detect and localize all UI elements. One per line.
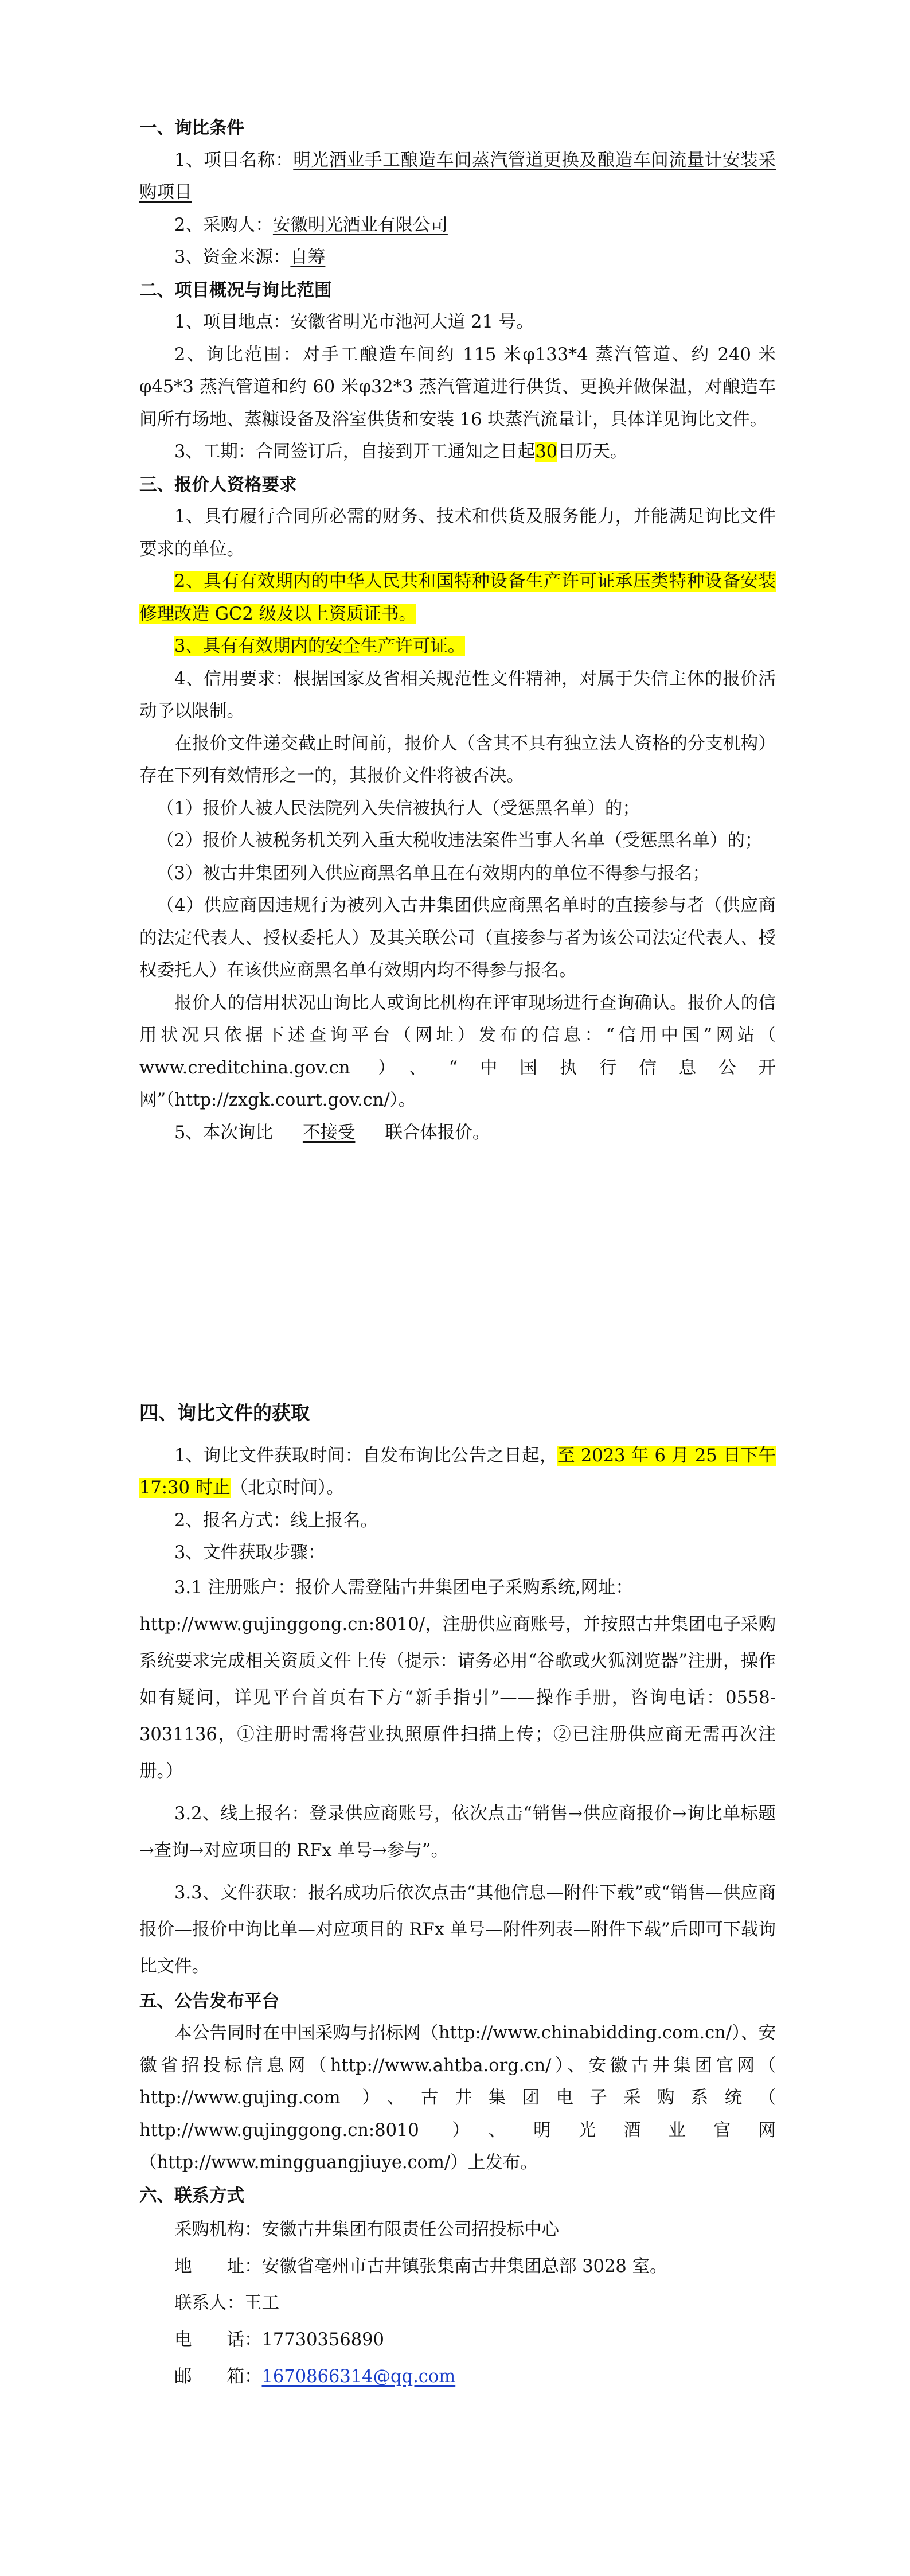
project-name-label: 1、项目名称： [174, 150, 294, 170]
rejection-intro: 在报价文件递交截止时间前，报价人（含其不具有独立法人资格的分支机构）存在下列有效情形之一的，其报价文件将被否决。 [139, 733, 776, 786]
publish-platforms: 本公告同时在中国采购与招标网（http://www.chinabidding.com.cn/）、安徽省招投标信息网（http://www.ahtba.org.cn/）、安徽古井集团官网（ http://www.gujing.com ）、古井集团电子采购系统（ http://www.gujinggong.cn:8010 ）、明光酒业官网（http://www.mingguangjiuye.com/）上发布。 [139, 2023, 776, 2173]
section-heading-1: 一、询比条件 [139, 118, 244, 138]
section-heading-2: 二、项目概况与询比范围 [139, 279, 332, 301]
step-3-1: 3.1 注册账户：报价人需登陆古井集团电子采购系统,网址： [174, 1577, 633, 1598]
fund-source-label: 3、资金来源： [174, 247, 291, 267]
step-3-1-detail: http://www.gujinggong.cn:8010/，注册供应商账号，并按照古井集团电子采购系统要求完成相关资质文件上传（提示：请务必用“谷歌或火狐浏览器”注册，操作如有疑问，详见平台首页右下方“新手指引”——操作手册，咨询电话：0558-3031136，①注册时需将营业执照原件扫描上传；②已注册供应商无需再次注册。） [139, 1614, 776, 1781]
period-days: 30 [535, 442, 558, 462]
contact-address: 地 址：安徽省亳州市古井镇张集南古井集团总部 3028 室。 [174, 2256, 667, 2277]
section-heading-3: 三、报价人资格要求 [139, 474, 297, 495]
contact-agency: 采购机构：安徽古井集团有限责任公司招投标中心 [174, 2220, 559, 2240]
purchaser-line [139, 209, 776, 242]
rejection-item-1: （1）报价人被人民法院列入失信被执行人（受惩黑名单）的； [157, 798, 640, 819]
fund-source-line [139, 242, 776, 274]
qualification-1: 1、具有履行合同所必需的财务、技术和供货及服务能力，并能满足询比文件要求的单位。 [139, 507, 776, 559]
project-scope: 2、询比范围：对手工酿造车间约 115 米φ133*4 蒸汽管道、约 240 米φ45*3 蒸汽管道和约 60 米φ32*3 蒸汽管道进行供货、更换并做保温，对酿造车间所有场地、蒸糠设备及浴室供货和安装 16 块蒸汽流量计，具体详见询比文件。 [139, 344, 776, 430]
section-heading-4: 四、询比文件的获取 [139, 1402, 310, 1424]
page-gap [139, 1149, 776, 1397]
steps-title: 3、文件获取步骤： [174, 1543, 326, 1563]
project-location: 1、项目地点：安徽省明光市池河大道 21 号。 [174, 312, 534, 332]
fund-source-value: 自筹 [290, 247, 326, 267]
credit-requirement: 4、信用要求：根据国家及省相关规范性文件精神，对属于失信主体的报价活动予以限制。 [139, 668, 776, 721]
credit-check: 报价人的信用状况由询比人或询比机构在评审现场进行查询确认。报价人的信用状况只依据下述查询平台（网址）发布的信息：“信用中国”网站（ www.creditchina.gov.cn ）、“中国执行信息公开网”（http://zxgk.court.gov.cn/）。 [139, 993, 776, 1110]
project-name-line [139, 145, 776, 209]
contact-phone: 电 话：17730356890 [174, 2330, 384, 2350]
qualification-3: 3、具有有效期内的安全生产许可证。 [174, 636, 466, 656]
registration-method: 2、报名方式：线上报名。 [174, 1510, 378, 1531]
contact-person: 联系人：王工 [174, 2293, 279, 2313]
purchaser-value: 安徽明光酒业有限公司 [272, 215, 448, 235]
rejection-item-3: （3）被古井集团列入供应商黑名单且在有效期内的单位不得参与报名； [157, 863, 710, 884]
rejection-item-4: （4）供应商因违规行为被列入古井集团供应商黑名单时的直接参与者（供应商的法定代表人、授权委托人）及其关联公司（直接参与者为该公司法定代表人、授权委托人）在该供应商黑名单有效期内均不得参与报名。 [139, 896, 776, 980]
section-heading-6: 六、联系方式 [139, 2185, 244, 2206]
consortium-value: 不接受 [302, 1122, 356, 1143]
section-heading-5: 五、公告发布平台 [139, 1990, 279, 2011]
project-name-value: 明光酒业手工酿造车间蒸汽管道更换及酿造车间流量计安装采购项目 [139, 150, 776, 203]
email-link[interactable]: 1670866314@qq.com [261, 2367, 456, 2387]
purchaser-label: 2、采购人： [174, 215, 273, 235]
deadline: 至 2023 年 6 月 25 日下午 17:30 时止 [139, 1445, 776, 1498]
qualification-2: 2、具有有效期内的中华人民共和国特种设备生产许可证承压类特种设备安装修理改造 GC2 级及以上资质证书。 [139, 571, 776, 624]
contact-email: 邮 箱：1670866314@qq.com [174, 2367, 456, 2387]
step-3-2: 3.2、线上报名：登录供应商账号，依次点击“销售→供应商报价→询比单标题→查询→对应项目的 RFx 单号→参与”。 [139, 1803, 776, 1861]
construction-period: 3、工期：合同签订后，自接到开工通知之日起30日历天。 [174, 442, 628, 462]
step-3-3: 3.3、文件获取：报名成功后依次点击“其他信息—附件下载”或“销售—供应商报价—报价中询比单—对应项目的 RFx 单号—附件列表—附件下载”后即可下载询比文件。 [139, 1882, 776, 1976]
document-time: 1、询比文件获取时间：自发布询比公告之日起，至 2023 年 6 月 25 日下午 17:30 时止（北京时间）。 [139, 1445, 776, 1498]
consortium-line: 5、本次询比 不接受 联合体报价。 [174, 1122, 490, 1143]
rejection-item-2: （2）报价人被税务机关列入重大税收违法案件当事人名单（受惩黑名单）的； [157, 831, 763, 851]
document [139, 112, 776, 2395]
